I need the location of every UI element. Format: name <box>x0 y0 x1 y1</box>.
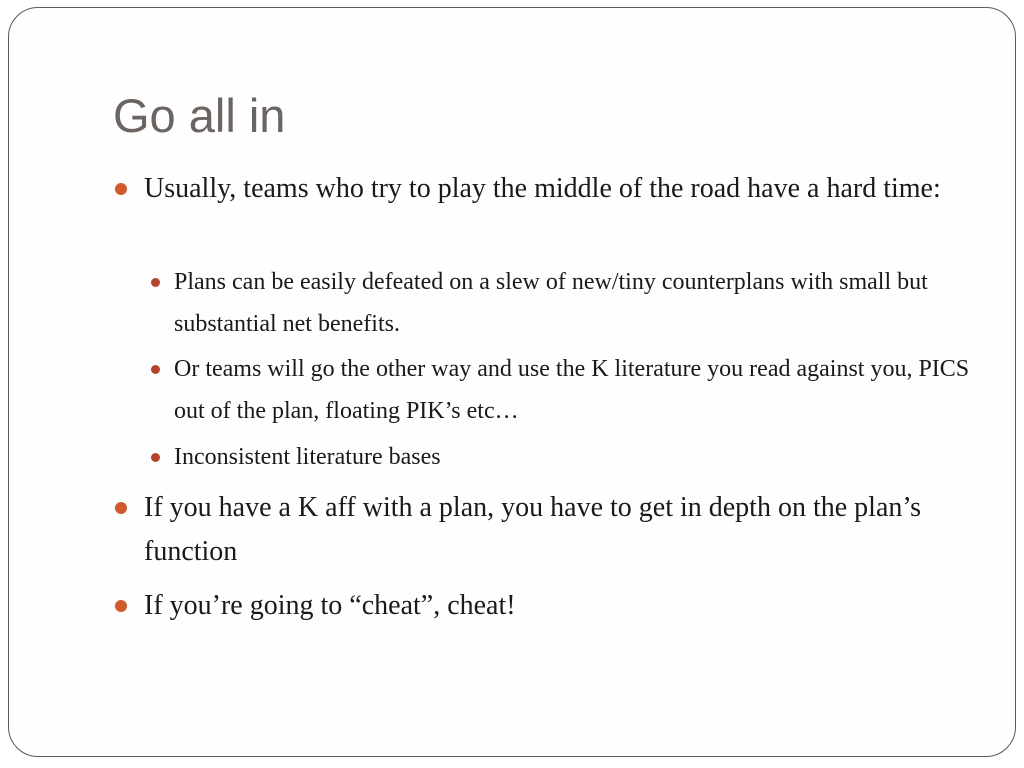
bullet-text: If you have a K aff with a plan, you have to get in depth on the plan’s function <box>144 492 922 567</box>
sub-bullet-item <box>174 261 974 345</box>
bullet-item <box>144 584 964 628</box>
bullet-item <box>144 486 964 574</box>
sub-bullet-item <box>174 436 974 478</box>
bullet-dot-icon <box>151 365 160 374</box>
bullet-dot-icon <box>151 278 160 287</box>
slide-title: Go all in <box>113 89 286 142</box>
sub-bullet-item <box>174 348 974 432</box>
bullet-text: Usually, teams who try to play the middle of the road have a hard time: <box>144 173 941 204</box>
bullet-dot-icon <box>115 600 127 612</box>
bullet-dot-icon <box>115 502 127 514</box>
bullet-dot-icon <box>115 183 127 195</box>
sub-bullet-text: Or teams will go the other way and use the K literature you read against you, PICS out of the plan, floating PIK’s etc… <box>174 356 970 424</box>
bullet-text: If you’re going to “cheat”, cheat! <box>144 590 516 621</box>
sub-bullet-text: Inconsistent literature bases <box>174 444 441 470</box>
sub-bullet-text: Plans can be easily defeated on a slew of new/tiny counterplans with small but substantial net benefits. <box>174 269 928 337</box>
bullet-dot-icon <box>151 453 160 462</box>
bullet-item <box>144 167 964 211</box>
